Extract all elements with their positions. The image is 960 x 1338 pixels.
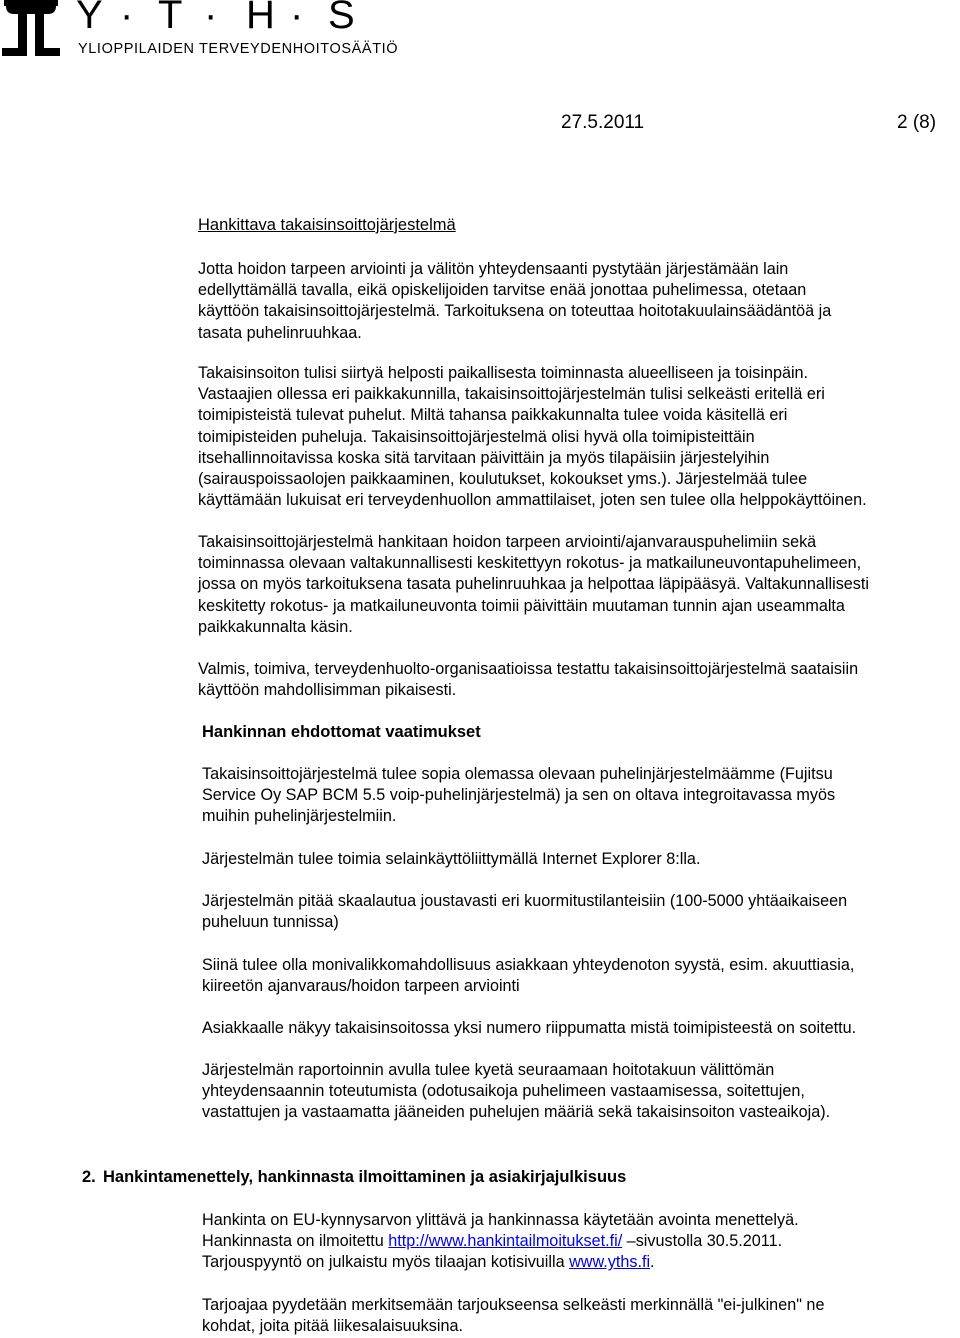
paragraph: Valmis, toimiva, terveydenhuolto-organisaatioissa testattu takaisinsoittojärjestelmä saataisiin käyttöön mahdollisimman pikaisesti. <box>198 660 859 700</box>
logo-letter-y: Y <box>76 0 103 37</box>
yths-website-link[interactable]: www.yths.fi <box>569 1253 651 1272</box>
requirement-item: Takaisinsoittojärjestelmä tulee sopia olemassa olevaan puhelinjärjestelmäämme (Fujitsu Service Oy SAP BCM 5.5 voip-puhelinjärjestelmä) ja sen on oltava integroitavassa myös muihin puhelinjärjestelmiin. <box>202 765 836 826</box>
page-number: 2 (8) <box>897 112 937 133</box>
logo-separator: · <box>290 0 304 37</box>
logo-letter-t: T <box>158 0 183 37</box>
requirement-item: Asiakkaalle näkyy takaisinsoitossa yksi numero riippumatta mistä toimipisteestä on soitettu. <box>202 1019 857 1037</box>
logo-letter-h: H <box>246 0 275 37</box>
paragraph: Tarjoajaa pyydetään merkitsemään tarjoukseensa selkeästi merkinnällä "ei-julkinen" ne kohdat, joita pitää liikesalaisuuksina. <box>202 1296 825 1336</box>
requirement-item: Järjestelmän tulee toimia selainkäyttöliittymällä Internet Explorer 8:lla. <box>202 850 701 868</box>
paragraph: Takaisinsoittojärjestelmä hankitaan hoidon tarpeen arviointi/ajanvarauspuhelimiin sekä toiminnassa olevaan valtakunnallisesti keskitettyyn rokotus- ja matkailuneuvontapuhelimeen, jossa on myös tarkoituksena tasata puhelinruuhkaa ja helpottaa läpipääsyä. Valtakunnallisesti keskitetty rokotus- ja matkailuneuvonta toimii päivittäin muutaman tunnin ajan useammalta paikkakunnalta käsin. <box>198 533 869 636</box>
paragraph: Takaisinsoiton tulisi siirtyä helposti paikallisesta toiminnasta alueelliseen ja toisinpäin. Vastaajien ollessa eri paikkakunnilla, takaisinsoittojärjestelmän tulisi selkeästi eritellä eri toimipisteistä tulevat puhelut. Miltä tahansa paikkakunnalta tulee voida käsitellä eri toimipisteiden puheluja. Takaisinsoittojärjestelmä olisi hyvä olla toimipisteittäin itsehallinnoitavissa koska sitä tarvitaan päivittäin ja myös tilapäisiin järjestelyihin (sairauspoissaolojen paikkaaminen, koulutukset, kokoukset yms.). Järjestelmää tulee käyttämään lukuisat eri terveydenhuollon ammattilaiset, joten sen tulee olla helppokäyttöinen. <box>198 364 867 510</box>
logo-separator: · <box>204 0 218 37</box>
requirement-item: Siinä tulee olla monivalikkomahdollisuus asiakkaan yhteydenoton syystä, esim. akuuttiasia, kiireetön ajanvaraus/hoidon tarpeen arviointi <box>202 956 855 996</box>
paragraph: Jotta hoidon tarpeen arviointi ja välitön yhteydensaanti pystytään järjestämään lain edellyttämällä tavalla, eikä opiskelijoiden tarvitse enää jonottaa puhelimessa, otetaan käyttöön takaisinsoittojärjestelmä. Tarkoituksena on toteuttaa hoitotakuulainsäädäntöä ja tasata puhelinruuhkaa. <box>198 260 832 342</box>
document-date: 27.5.2011 <box>561 112 645 133</box>
logo-subtitle: YLIOPPILAIDEN TERVEYDENHOITOSÄÄTIÖ <box>78 41 399 57</box>
requirement-item: Järjestelmän pitää skaalautua joustavasti eri kuormitustilanteisiin (100-5000 yhtäaikaiseen puheluun tunnissa) <box>202 892 848 932</box>
logo-separator: · <box>120 0 134 37</box>
hankintailmoitukset-link[interactable]: http://www.hankintailmoitukset.fi/ <box>388 1232 623 1251</box>
logo-letter-s: S <box>328 0 355 37</box>
paragraph: Hankinta on EU-kynnysarvon ylittävä ja hankinnassa käytetään avointa menettelyä. Hankinnasta on ilmoitettu http://www.hankintailmoitukset.fi/ –sivustolla 30.5.2011. Tarjouspyyntö on julkaistu myös tilaajan kotisivuilla www.yths.fi. <box>202 1211 799 1272</box>
requirement-item: Järjestelmän raportoinnin avulla tulee kyetä seuraamaan hoitotakuun välittömän yhteydensaannin toteutumista (odotusaikoja puhelimeen vastaamisessa, soitettujen, vastattujen ja vastaamatta jääneiden puhelujen määriä sekä takaisinsoiton vasteaikoja). <box>202 1061 831 1122</box>
section-heading: Hankintamenettely, hankinnasta ilmoittaminen ja asiakirjajulkisuus <box>103 1168 627 1186</box>
section-number: 2. <box>82 1168 96 1186</box>
yths-logo-icon <box>2 0 60 56</box>
section-heading: Hankinnan ehdottomat vaatimukset <box>202 723 481 741</box>
section-title: Hankittava takaisinsoittojärjestelmä <box>198 216 456 234</box>
